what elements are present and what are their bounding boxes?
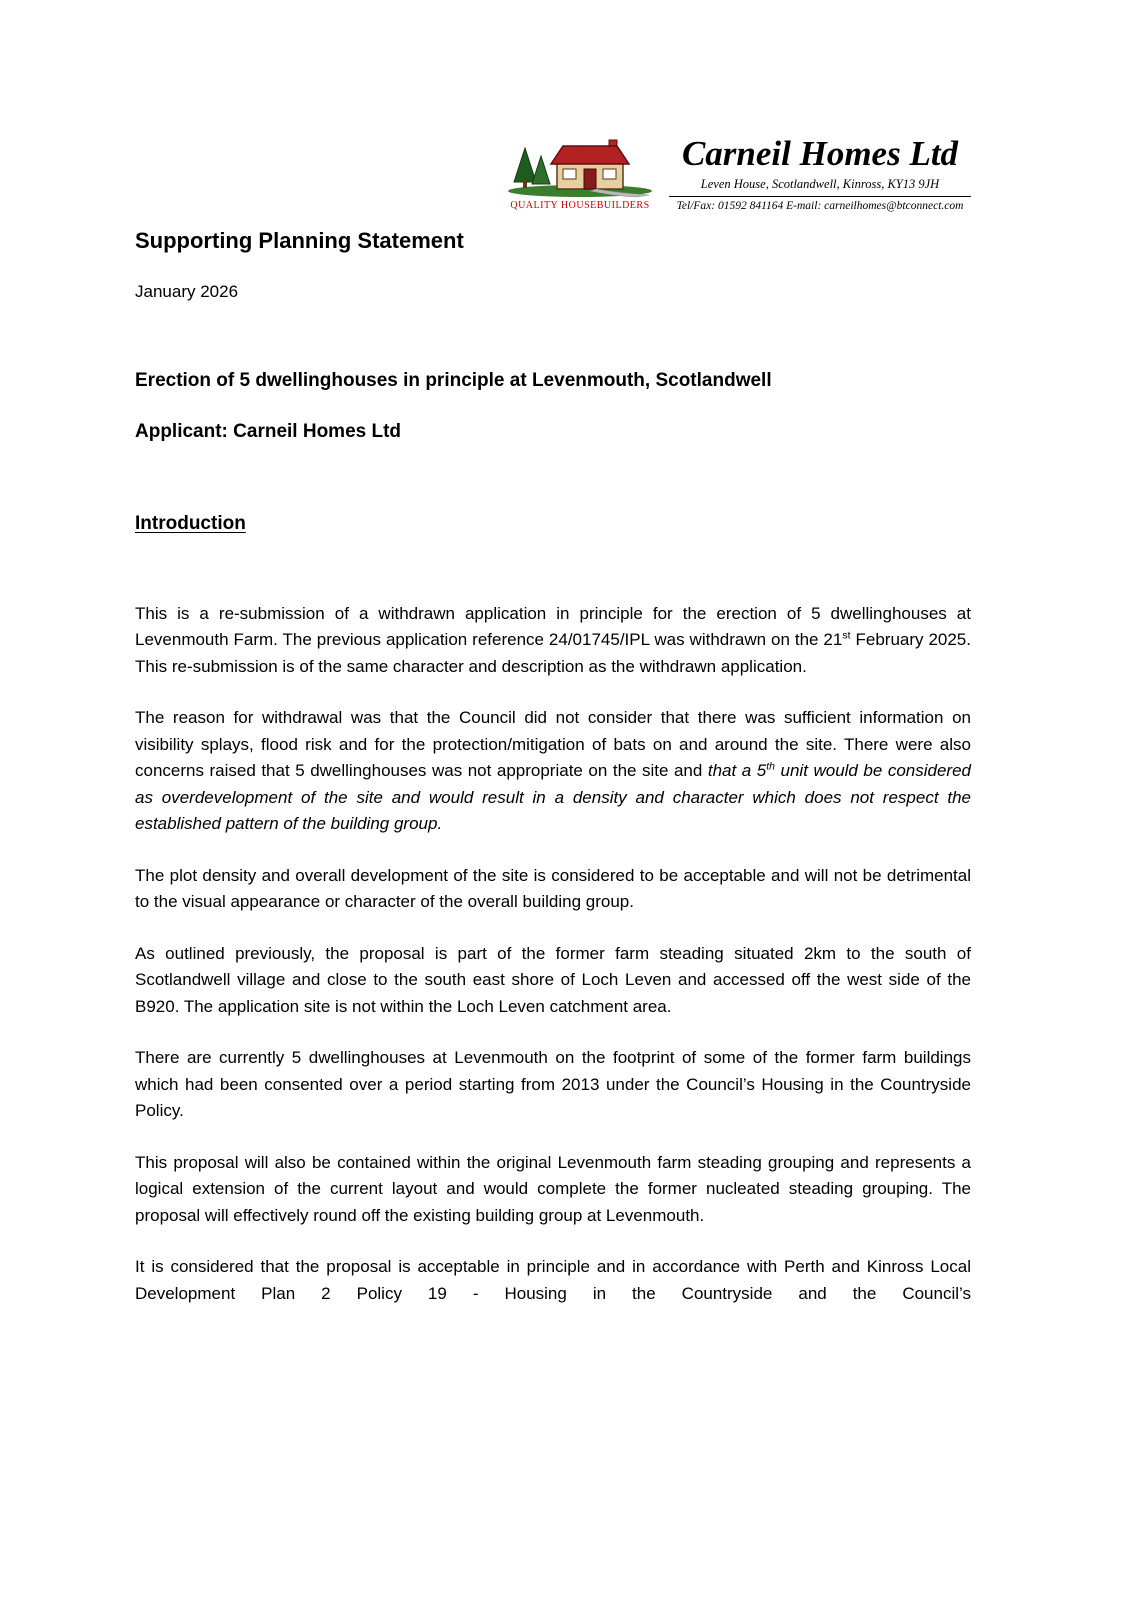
- company-logo: [505, 136, 655, 211]
- applicant-line: Applicant: Carneil Homes Ltd: [135, 421, 402, 443]
- document-title: Supporting Planning Statement: [135, 228, 464, 253]
- company-name: Carneil Homes Ltd: [681, 134, 959, 173]
- paragraph: This is a re-submission of a withdrawn application in principle for the erection of 5 dwellinghouses at Levenmouth Farm. The previous application reference 24/01745/IPL was withdrawn on the 21st February 2025. This re-submission is of the same character and description as the withdrawn application.: [135, 603, 971, 676]
- paragraph: The plot density and overall development of the site is considered to be acceptable and will not be detrimental to the visual appearance or character of the overall building group.: [135, 865, 971, 912]
- section-heading-introduction: Introduction: [135, 512, 246, 534]
- paragraph: It is considered that the proposal is acceptable in principle and in accordance with Perth and Kinross Local Development Plan 2 Policy 19 - Housing in the Countryside and the Council’s: [135, 1257, 971, 1303]
- document-date: January 2026: [135, 282, 239, 302]
- company-contact: Tel/Fax: 01592 841164 E-mail: carneilhomes@btconnect.com: [669, 196, 971, 212]
- paragraph: There are currently 5 dwellinghouses at Levenmouth on the footprint of some of the former farm buildings which had been consented over a period starting from 2013 under the Council’s Housing in the Countryside Policy.: [135, 1048, 971, 1121]
- logo-tagline: QUALITY HOUSEBUILDERS: [510, 200, 650, 211]
- paragraph: This proposal will also be contained within the original Levenmouth farm steading grouping and represents a logical extension of the current layout and would complete the former nucleated steading grouping. The proposal will effectively round off the existing building group at Levenmouth.: [135, 1152, 971, 1225]
- paragraph: The reason for withdrawal was that the Council did not consider that there was sufficient information on visibility splays, flood risk and for the protection/mitigation of bats on and around the site. There were also concerns raised that 5 dwellinghouses was not appropriate on the site and that a 5th unit would be considered as overdevelopment of the site and would result in a density and character which does not respect the established pattern of the building group.: [135, 708, 972, 834]
- body-paragraphs: [135, 601, 971, 1308]
- company-details: [669, 136, 971, 212]
- company-address: Leven House, Scotlandwell, Kinross, KY13 9JH: [700, 176, 940, 191]
- subject-line: Erection of 5 dwellinghouses in principle at Levenmouth, Scotlandwell: [135, 370, 772, 392]
- paragraph: As outlined previously, the proposal is part of the former farm steading situated 2km to the south of Scotlandwell village and close to the south east shore of Loch Leven and accessed off the west side of the B920. The application site is not within the Loch Leven catchment area.: [135, 943, 971, 1016]
- letterhead: [505, 136, 971, 212]
- house-logo-icon: [505, 136, 655, 198]
- document-body: [135, 228, 971, 1307]
